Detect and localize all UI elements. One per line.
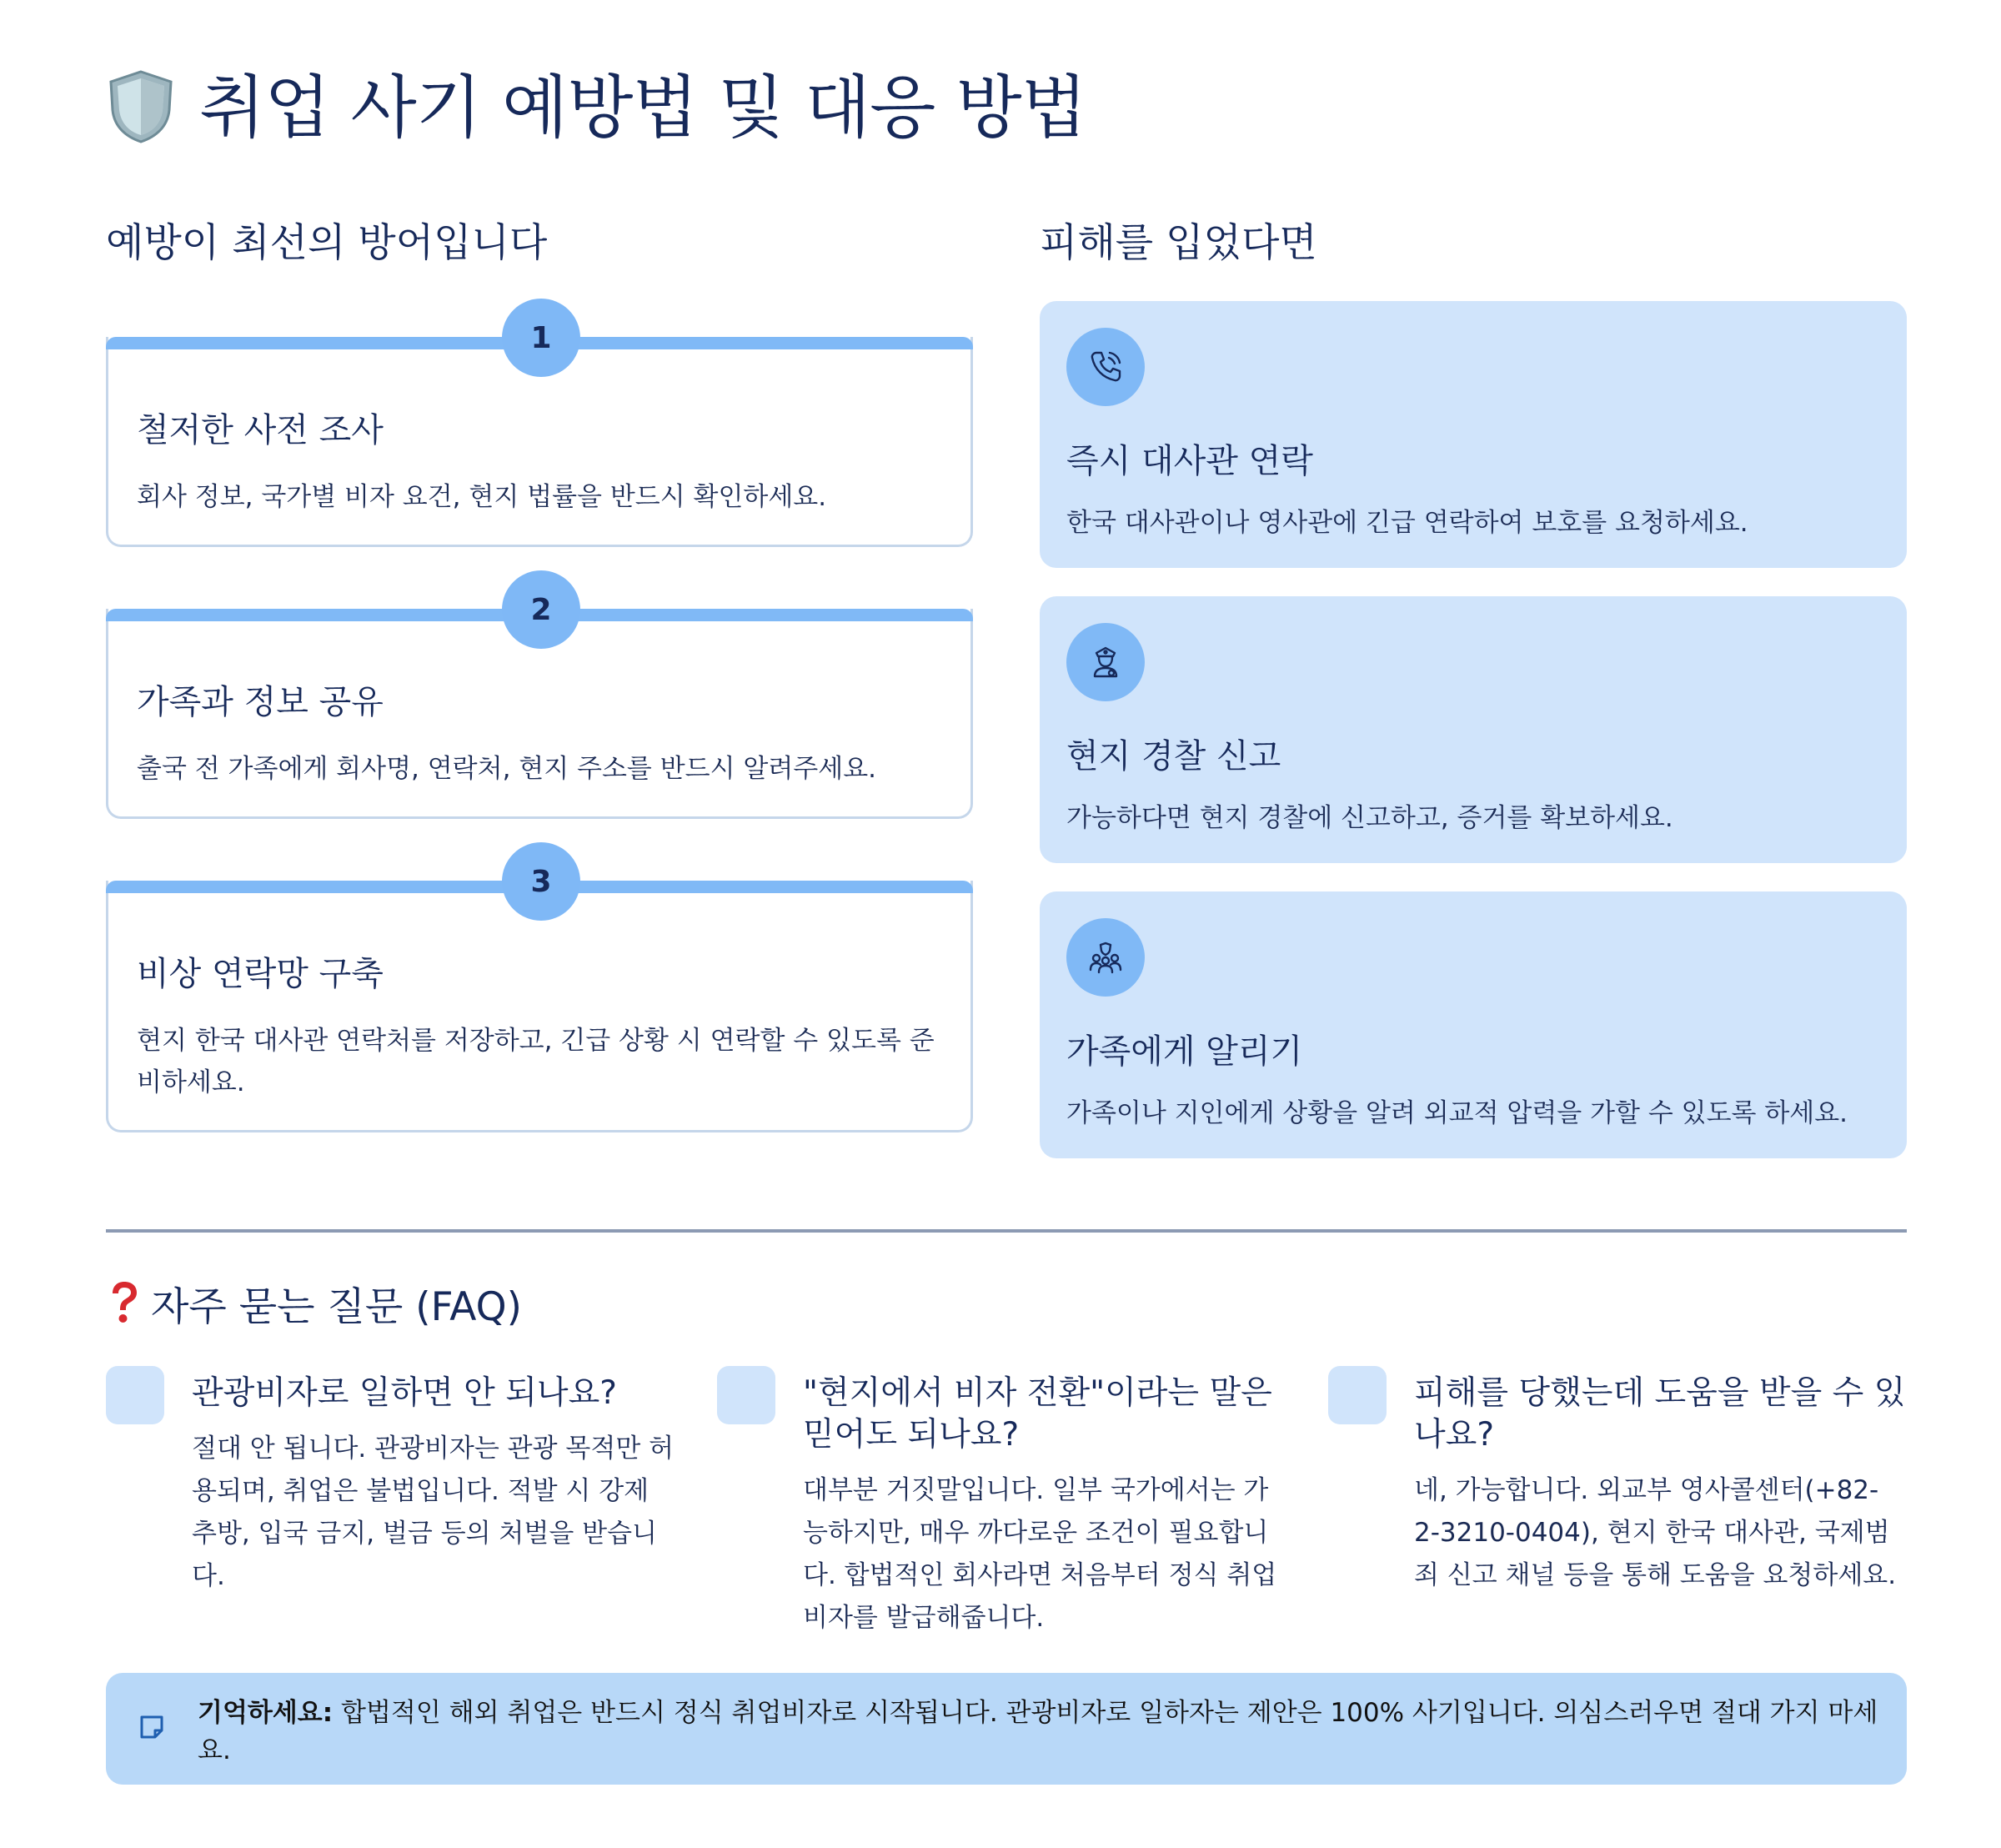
response-desc: 가족이나 지인에게 상황을 알려 외교적 압력을 가할 수 있도록 하세요.: [1066, 1098, 1848, 1128]
faq-question: 관광비자로 일하면 안 되나요?: [192, 1374, 617, 1412]
step-card-2: [106, 592, 973, 819]
response-card-police: [1040, 596, 1907, 863]
faq-question: 피해를 당했는데 도움을 받을 수 있나요?: [1414, 1374, 1906, 1454]
step-title: 비상 연락망 구축: [137, 955, 384, 993]
faq-question: "현지에서 비자 전환"이라는 말은 믿어도 되나요?: [803, 1374, 1272, 1454]
step-desc: 회사 정보, 국가별 비자 요건, 현지 법률을 반드시 확인하세요.: [137, 482, 827, 512]
faq-answer: 대부분 거짓말입니다. 일부 국가에서는 가능하지만, 매우 까다로운 조건이 필요합니다. 합법적인 회사라면 처음부터 정식 취업비자를 발급해줍니다.: [803, 1475, 1277, 1633]
response-title: 가족에게 알리기: [1066, 1032, 1303, 1071]
faq-title: 자주 묻는 질문 (FAQ): [151, 1284, 522, 1330]
step-desc: 출국 전 가족에게 회사명, 연락처, 현지 주소를 반드시 알려주세요.: [137, 754, 876, 784]
response-card-family: [1040, 891, 1907, 1158]
page-header: [106, 68, 1086, 148]
shield-icon: [106, 68, 176, 148]
response-card-embassy: [1040, 301, 1907, 568]
faq-answer: 절대 안 됩니다. 관광비자는 관광 목적만 허용되며, 취업은 불법입니다. 적발 시 강제 추방, 입국 금지, 벌금 등의 처벌을 받습니다.: [192, 1434, 675, 1591]
faq-item-3: [1328, 1366, 1906, 1650]
reminder-banner: [106, 1673, 1907, 1785]
police-officer-icon: [1066, 623, 1145, 701]
section-divider: [106, 1229, 1907, 1233]
step-desc: 현지 한국 대사관 연락처를 저장하고, 긴급 상황 시 연락할 수 있도록 준비하세요.: [137, 1026, 935, 1097]
question-mark-icon: [106, 1278, 143, 1330]
response-title: 현지 경찰 신고: [1066, 737, 1281, 776]
page-title: 취업 사기 예방법 및 대응 방법: [199, 68, 1086, 148]
step-number: 3: [502, 842, 580, 921]
faq-item-1: [106, 1366, 681, 1650]
step-title: 가족과 정보 공유: [137, 683, 384, 721]
reminder-label: 기억하세요:: [198, 1698, 334, 1728]
response-title: 즉시 대사관 연락: [1066, 442, 1313, 480]
prevention-heading: 예방이 최선의 방어입니다: [106, 220, 548, 266]
step-number: 2: [502, 570, 580, 649]
family-group-icon: [1066, 918, 1145, 997]
step-card-1: [106, 320, 973, 547]
step-card-3: [106, 864, 973, 1132]
reminder-text: 합법적인 해외 취업은 반드시 정식 취업비자로 시작됩니다. 관광비자로 일하자는 제안은 100% 사기입니다. 의심스러우면 절대 가지 마세요.: [198, 1698, 1878, 1765]
response-heading: 피해를 입었다면: [1040, 220, 1317, 266]
faq-marker: [1328, 1366, 1387, 1424]
note-icon: [138, 1713, 166, 1745]
response-desc: 한국 대사관이나 영사관에 긴급 연락하여 보호를 요청하세요.: [1066, 508, 1748, 538]
faq-marker: [717, 1366, 775, 1424]
step-number: 1: [502, 299, 580, 377]
faq-marker: [106, 1366, 164, 1424]
faq-answer: 네, 가능합니다. 외교부 영사콜센터(+82-2-3210-0404), 현지 한국 대사관, 국제범죄 신고 채널 등을 통해 도움을 요청하세요.: [1414, 1475, 1897, 1590]
step-title: 철저한 사전 조사: [137, 411, 384, 449]
faq-item-2: [717, 1366, 1292, 1650]
response-desc: 가능하다면 현지 경찰에 신고하고, 증거를 확보하세요.: [1066, 803, 1673, 833]
phone-icon: [1066, 328, 1145, 406]
faq-heading: [106, 1276, 522, 1332]
